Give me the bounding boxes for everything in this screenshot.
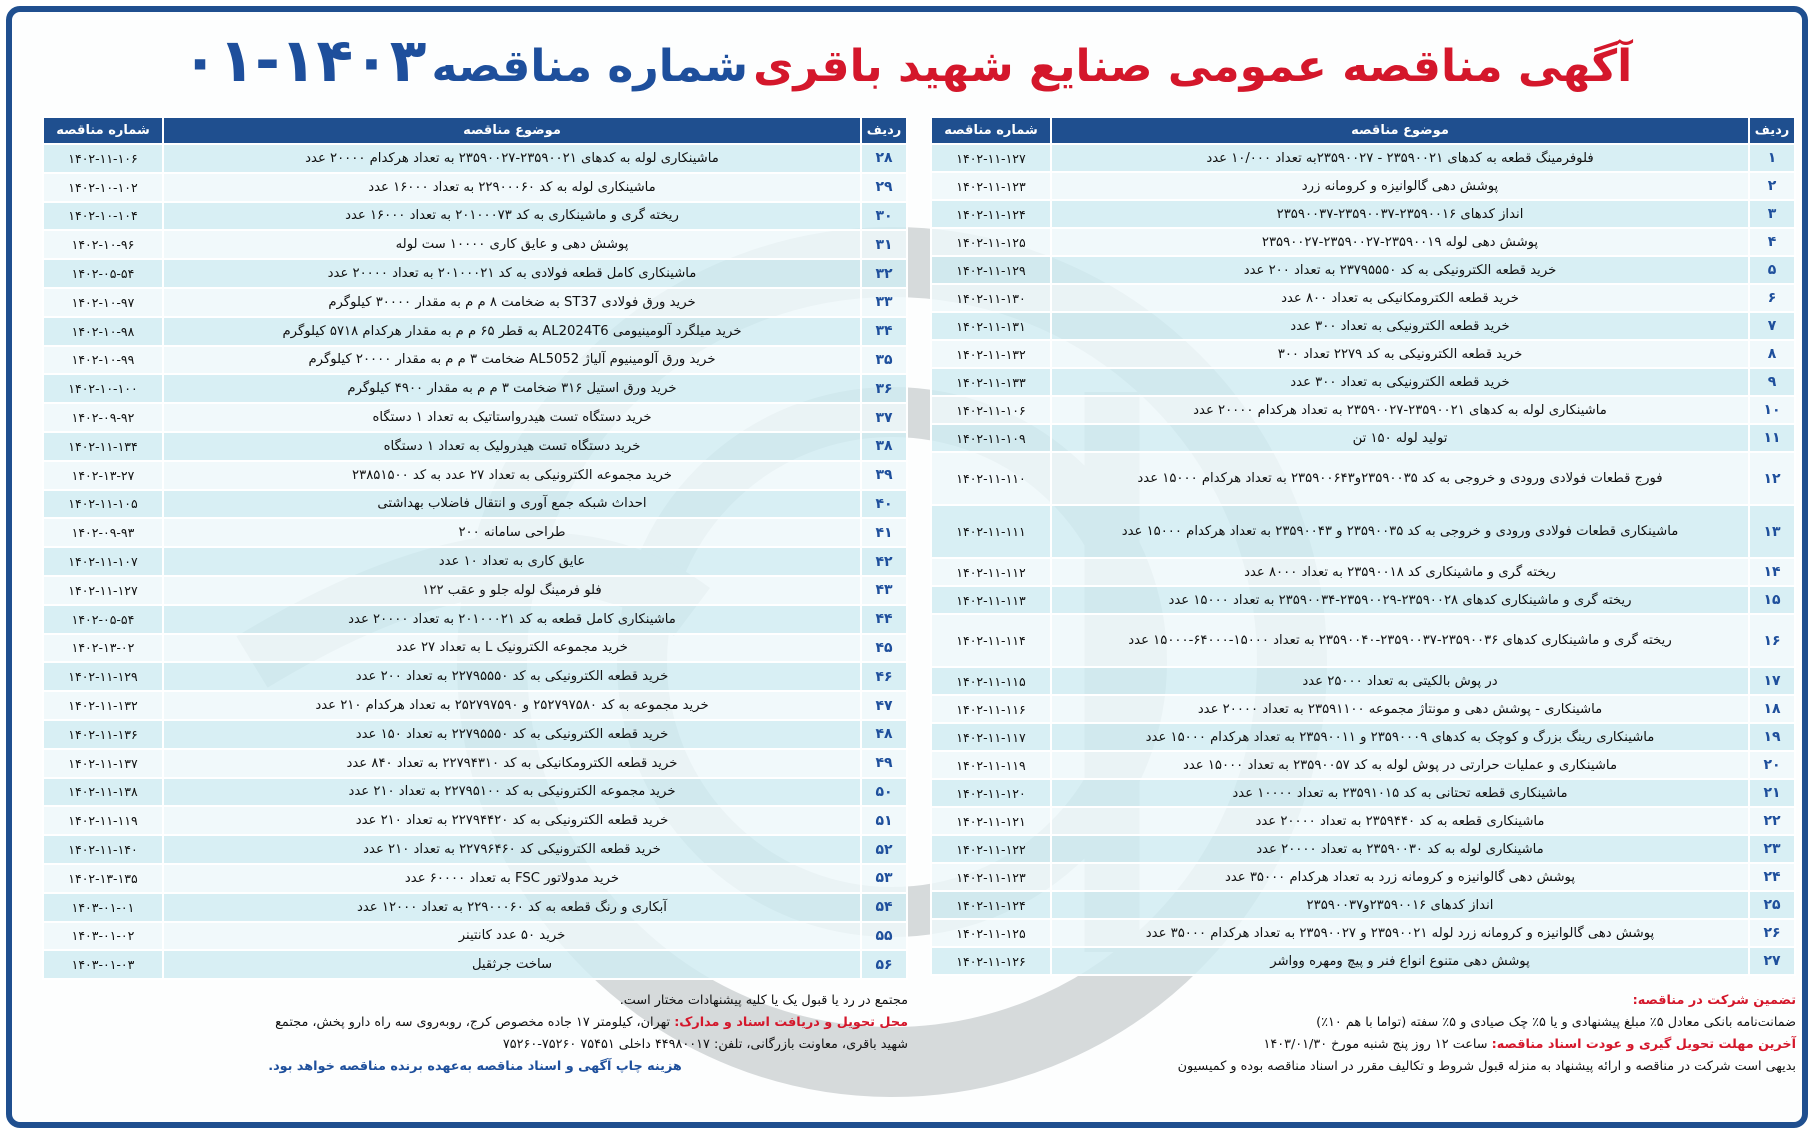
table-row bbox=[931, 586, 1795, 614]
row-tender-number: ۱۴۰۲-۱۱-۱۱۹ bbox=[43, 806, 163, 835]
row-tender-number: ۱۴۰۲-۱۱-۱۱۰ bbox=[931, 452, 1051, 505]
row-index: ۲۷ bbox=[1749, 947, 1795, 975]
table-row bbox=[931, 452, 1795, 505]
row-index: ۲۴ bbox=[1749, 863, 1795, 891]
row-subject: ریخته گری و ماشینکاری کد ۲۳۵۹۰۰۱۸ به تعداد ۸۰۰۰ عدد bbox=[1051, 558, 1749, 586]
table-row bbox=[43, 691, 907, 720]
table-row bbox=[43, 547, 907, 576]
row-subject: فلوفرمینگ قطعه به کدهای ۲۳۵۹۰۰۲۱ - ۲۳۵۹۰۰۲۷به تعداد ۱۰/۰۰۰ عدد bbox=[1051, 144, 1749, 172]
row-index: ۵۳ bbox=[861, 864, 907, 893]
table-row bbox=[43, 144, 907, 173]
row-subject: ماشینکاری و عملیات حرارتی در پوش لوله به کد ۲۳۵۹۰۰۵۷ به تعداد ۱۵۰۰۰ عدد bbox=[1051, 751, 1749, 779]
table-row bbox=[43, 259, 907, 288]
row-subject: ساخت جرثقیل bbox=[163, 950, 861, 979]
table-row bbox=[931, 667, 1795, 695]
row-subject: احداث شبکه جمع آوری و انتقال فاضلاب بهداشتی bbox=[163, 490, 861, 519]
table-row bbox=[43, 518, 907, 547]
row-index: ۲۸ bbox=[861, 144, 907, 173]
table-row bbox=[43, 662, 907, 691]
row-tender-number: ۱۴۰۲-۱۱-۱۲۴ bbox=[931, 200, 1051, 228]
header-subject: موضوع مناقصه bbox=[1051, 117, 1749, 144]
table-row bbox=[931, 396, 1795, 424]
row-tender-number: ۱۴۰۲-۱۱-۱۱۳ bbox=[931, 586, 1051, 614]
table-row bbox=[43, 922, 907, 951]
row-index: ۳۵ bbox=[861, 346, 907, 375]
table-row bbox=[931, 919, 1795, 947]
row-index: ۶ bbox=[1749, 284, 1795, 312]
row-index: ۴۴ bbox=[861, 605, 907, 634]
row-tender-number: ۱۴۰۳-۰۱-۰۱ bbox=[43, 893, 163, 922]
row-index: ۱۹ bbox=[1749, 723, 1795, 751]
table-row bbox=[43, 806, 907, 835]
table-row bbox=[43, 173, 907, 202]
row-index: ۱۱ bbox=[1749, 424, 1795, 452]
row-subject: آبکاری و رنگ قطعه به کد ۲۲۹۰۰۰۶۰ به تعداد ۱۲۰۰۰ عدد bbox=[163, 893, 861, 922]
row-subject: انداز کدهای ۲۳۵۹۰۰۱۶و۲۳۵۹۰۰۳۷ bbox=[1051, 891, 1749, 919]
row-subject: ماشینکاری لوله به کدهای ۲۳۵۹۰۰۲۱-۲۳۵۹۰۰۲۷ به تعداد هرکدام ۲۰۰۰۰ عدد bbox=[1051, 396, 1749, 424]
row-index: ۲۹ bbox=[861, 173, 907, 202]
row-tender-number: ۱۴۰۲-۰۹-۹۲ bbox=[43, 403, 163, 432]
row-tender-number: ۱۴۰۲-۱۳-۱۳۵ bbox=[43, 864, 163, 893]
row-index: ۴ bbox=[1749, 228, 1795, 256]
table-row bbox=[43, 835, 907, 864]
row-subject: پوشش دهی و عایق کاری ۱۰۰۰۰ ست لوله bbox=[163, 230, 861, 259]
row-index: ۲ bbox=[1749, 172, 1795, 200]
row-index: ۲۱ bbox=[1749, 779, 1795, 807]
row-index: ۱۲ bbox=[1749, 452, 1795, 505]
row-subject: ماشینکاری کامل قطعه به کد ۲۰۱۰۰۰۲۱ به تعداد ۲۰۰۰۰ عدد bbox=[163, 605, 861, 634]
table-row bbox=[931, 200, 1795, 228]
row-index: ۳۴ bbox=[861, 317, 907, 346]
row-tender-number: ۱۴۰۲-۱۱-۱۳۴ bbox=[43, 432, 163, 461]
row-subject: خرید مدولاتور FSC به تعداد ۶۰۰۰۰ عدد bbox=[163, 864, 861, 893]
notice-title bbox=[12, 26, 1802, 110]
row-tender-number: ۱۴۰۲-۱۱-۱۲۰ bbox=[931, 779, 1051, 807]
delivery-title: محل تحویل و دریافت اسناد و مدارک: bbox=[674, 1015, 908, 1030]
row-index: ۲۳ bbox=[1749, 835, 1795, 863]
notes-left bbox=[42, 990, 908, 1078]
row-index: ۵۵ bbox=[861, 922, 907, 951]
deadline-title: آخرین مهلت تحویل گیری و عودت اسناد مناقصه: bbox=[1491, 1037, 1796, 1052]
row-subject: فلو فرمینگ لوله جلو و عقب ۱۲۲ bbox=[163, 576, 861, 605]
row-tender-number: ۱۴۰۲-۱۰-۱۰۰ bbox=[43, 374, 163, 403]
row-subject: ماشینکاری قطعه به کد ۲۳۵۹۴۴۰ به تعداد ۲۰۰۰۰ عدد bbox=[1051, 807, 1749, 835]
row-subject: خرید قطعه الکترومکانیکی به کد ۲۲۷۹۴۳۱۰ به تعداد ۸۴۰ عدد bbox=[163, 749, 861, 778]
row-tender-number: ۱۴۰۲-۱۱-۱۲۵ bbox=[931, 919, 1051, 947]
row-subject: خرید مجموعه الکترونیکی به کد ۲۲۷۹۵۱۰۰ به تعداد ۲۱۰ عدد bbox=[163, 778, 861, 807]
row-index: ۳۶ bbox=[861, 374, 907, 403]
row-subject: خرید دستگاه تست هیدرواستاتیک به تعداد ۱ دستگاه bbox=[163, 403, 861, 432]
row-subject: خرید مجموعه الکترونیک L به تعداد ۲۷ عدد bbox=[163, 634, 861, 663]
table-row bbox=[931, 228, 1795, 256]
row-tender-number: ۱۴۰۲-۱۱-۱۳۷ bbox=[43, 749, 163, 778]
tender-table-left bbox=[42, 116, 908, 980]
row-tender-number: ۱۴۰۲-۰۵-۵۴ bbox=[43, 259, 163, 288]
row-tender-number: ۱۴۰۲-۱۱-۱۱۶ bbox=[931, 695, 1051, 723]
row-subject: خرید قطعه الکترونیکی به کد ۲۳۷۹۵۵۵۰ به تعداد ۲۰۰ عدد bbox=[1051, 256, 1749, 284]
table-row bbox=[931, 835, 1795, 863]
row-tender-number: ۱۴۰۲-۱۱-۱۰۶ bbox=[931, 396, 1051, 424]
table-row bbox=[43, 288, 907, 317]
row-tender-number: ۱۴۰۲-۱۱-۱۴۰ bbox=[43, 835, 163, 864]
row-subject: پوشش دهی گالوانیزه و کرومانه زرد لوله ۲۳۵۹۰۰۲۱ و ۲۳۵۹۰۰۲۷ به تعداد هرکدام ۳۵۰۰۰ عدد bbox=[1051, 919, 1749, 947]
cost-text: هزینه چاپ آگهی و اسناد مناقصه به‌عهده برنده مناقصه خواهد بود. bbox=[268, 1059, 682, 1074]
row-subject: خرید قطعه الکترونیکی به کد ۲۲۷۹۴۴۲۰ به تعداد ۲۱۰ عدد bbox=[163, 806, 861, 835]
row-index: ۱۴ bbox=[1749, 558, 1795, 586]
guarantee-text: ضمانت‌نامه بانکی معادل ۵٪ مبلغ پیشنهادی و یا ۵٪ چک صیادی و ۵٪ سفته (تواما با هم ۱۰٪) bbox=[1316, 1015, 1796, 1030]
notes-right bbox=[930, 990, 1796, 1078]
row-tender-number: ۱۴۰۲-۱۱-۱۳۲ bbox=[43, 691, 163, 720]
table-row bbox=[931, 505, 1795, 558]
row-tender-number: ۱۴۰۲-۱۱-۱۲۷ bbox=[43, 576, 163, 605]
row-index: ۱ bbox=[1749, 144, 1795, 172]
row-tender-number: ۱۴۰۲-۱۰-۹۹ bbox=[43, 346, 163, 375]
row-index: ۳ bbox=[1749, 200, 1795, 228]
row-index: ۱۰ bbox=[1749, 396, 1795, 424]
row-subject: ماشینکاری لوله به کد ۲۳۵۹۰۰۳۰ به تعداد ۲۰۰۰۰ عدد bbox=[1051, 835, 1749, 863]
row-index: ۵۱ bbox=[861, 806, 907, 835]
row-subject: پوشش دهی لوله ۲۳۵۹۰۰۱۹-۲۳۵۹۰۰۲۷-۲۳۵۹۰۰۲۷ bbox=[1051, 228, 1749, 256]
table-row bbox=[931, 947, 1795, 975]
row-tender-number: ۱۴۰۲-۱۰-۹۸ bbox=[43, 317, 163, 346]
row-subject: خرید قطعه الکترومکانیکی به تعداد ۸۰۰ عدد bbox=[1051, 284, 1749, 312]
row-tender-number: ۱۴۰۲-۱۱-۱۱۱ bbox=[931, 505, 1051, 558]
row-tender-number: ۱۴۰۲-۱۱-۱۰۷ bbox=[43, 547, 163, 576]
row-index: ۹ bbox=[1749, 368, 1795, 396]
table-row bbox=[43, 490, 907, 519]
row-index: ۱۳ bbox=[1749, 505, 1795, 558]
row-subject: خرید قطعه الکترونیکی به کد ۲۲۷۹۵۵۵۰ به تعداد ۲۰۰ عدد bbox=[163, 662, 861, 691]
table-row bbox=[931, 751, 1795, 779]
title-main: آگهی مناقصه عمومی صنایع شهید باقری bbox=[753, 41, 1633, 92]
row-index: ۴۶ bbox=[861, 662, 907, 691]
table-row bbox=[931, 144, 1795, 172]
table-row bbox=[43, 634, 907, 663]
deadline-text: ساعت ۱۲ روز پنج شنبه مورخ ۱۴۰۳/۰۱/۳۰ bbox=[1263, 1037, 1488, 1052]
table-row bbox=[43, 864, 907, 893]
header-subject: موضوع مناقصه bbox=[163, 117, 861, 144]
row-subject: خرید قطعه الکترونیکی به کد ۲۲۷۹۵۵۵۰ به تعداد ۱۵۰ عدد bbox=[163, 720, 861, 749]
header-idx: ردیف bbox=[1749, 117, 1795, 144]
row-subject: خرید مجموعه به کد ۲۵۲۷۹۷۵۸۰ و ۲۵۲۷۹۷۵۹۰ به تعداد هرکدام ۲۱۰ عدد bbox=[163, 691, 861, 720]
row-index: ۳۹ bbox=[861, 461, 907, 490]
row-subject: خرید ورق فولادی ST37 به ضخامت ۸ م م به مقدار ۳۰۰۰۰ کیلوگرم bbox=[163, 288, 861, 317]
row-index: ۴۸ bbox=[861, 720, 907, 749]
row-tender-number: ۱۴۰۲-۱۱-۱۰۶ bbox=[43, 144, 163, 173]
table-row bbox=[43, 720, 907, 749]
row-tender-number: ۱۴۰۲-۱۱-۱۲۲ bbox=[931, 835, 1051, 863]
row-subject: پوشش دهی گالوانیزه و کرومانه زرد به تعداد هرکدام ۳۵۰۰۰ عدد bbox=[1051, 863, 1749, 891]
terms-text: بدیهی است شرکت در مناقصه و ارائه پیشنهاد به منزله قبول شروط و تکالیف مقرر در اسناد مناقصه بوده و کمیسیون bbox=[1177, 1059, 1796, 1074]
row-index: ۳۸ bbox=[861, 432, 907, 461]
table-row bbox=[43, 950, 907, 979]
row-tender-number: ۱۴۰۲-۱۱-۱۱۷ bbox=[931, 723, 1051, 751]
row-tender-number: ۱۴۰۲-۱۱-۱۳۳ bbox=[931, 368, 1051, 396]
row-tender-number: ۱۴۰۳-۰۱-۰۲ bbox=[43, 922, 163, 951]
table-row bbox=[931, 424, 1795, 452]
row-tender-number: ۱۴۰۲-۰۵-۵۴ bbox=[43, 605, 163, 634]
table-row bbox=[931, 558, 1795, 586]
row-index: ۵۶ bbox=[861, 950, 907, 979]
row-tender-number: ۱۴۰۲-۱۱-۱۲۳ bbox=[931, 863, 1051, 891]
row-subject: خرید ورق آلومینیوم آلیاژ AL5052 ضخامت ۳ م م به مقدار ۲۰۰۰۰ کیلوگرم bbox=[163, 346, 861, 375]
row-tender-number: ۱۴۰۲-۱۱-۱۱۹ bbox=[931, 751, 1051, 779]
row-subject: انداز کدهای ۲۳۵۹۰۰۱۶-۲۳۵۹۰۰۳۷-۲۳۵۹۰۰۳۷ bbox=[1051, 200, 1749, 228]
row-tender-number: ۱۴۰۲-۱۱-۱۱۵ bbox=[931, 667, 1051, 695]
row-subject: ماشینکاری لوله به کد ۲۲۹۰۰۰۶۰ به تعداد ۱۶۰۰۰ عدد bbox=[163, 173, 861, 202]
header-number: شماره مناقصه bbox=[931, 117, 1051, 144]
row-index: ۱۸ bbox=[1749, 695, 1795, 723]
row-index: ۱۵ bbox=[1749, 586, 1795, 614]
row-index: ۴۱ bbox=[861, 518, 907, 547]
row-subject: پوشش دهی متنوع انواع فنر و پیچ ومهره وواشر bbox=[1051, 947, 1749, 975]
table-row bbox=[931, 779, 1795, 807]
delivery-text: تهران، کیلومتر ۱۷ جاده مخصوص کرج، روبه‌روی سه راه دارو پخش، مجتمع bbox=[275, 1015, 671, 1030]
row-tender-number: ۱۴۰۲-۰۹-۹۳ bbox=[43, 518, 163, 547]
title-tender-label: شماره مناقصه bbox=[431, 41, 748, 92]
row-subject: خرید ۵۰ عدد کانتینر bbox=[163, 922, 861, 951]
row-index: ۳۲ bbox=[861, 259, 907, 288]
row-subject: ریخته گری و ماشینکاری به کد ۲۰۱۰۰۰۷۳ به تعداد ۱۶۰۰۰ عدد bbox=[163, 202, 861, 231]
row-subject: خرید قطعه الکترونیکی به تعداد ۳۰۰ عدد bbox=[1051, 312, 1749, 340]
row-index: ۱۷ bbox=[1749, 667, 1795, 695]
table-row bbox=[43, 461, 907, 490]
row-tender-number: ۱۴۰۲-۱۱-۱۲۹ bbox=[931, 256, 1051, 284]
row-tender-number: ۱۴۰۲-۱۰-۹۷ bbox=[43, 288, 163, 317]
row-subject: خرید میلگرد آلومینیومی AL2024T6 به قطر ۶۵ م م به مقدار هرکدام ۵۷۱۸ کیلوگرم bbox=[163, 317, 861, 346]
table-row bbox=[43, 346, 907, 375]
row-subject: ماشینکاری قطعه تحتانی به کد ۲۳۵۹۱۰۱۵ به تعداد ۱۰۰۰۰ عدد bbox=[1051, 779, 1749, 807]
row-index: ۵ bbox=[1749, 256, 1795, 284]
table-row bbox=[43, 317, 907, 346]
row-tender-number: ۱۴۰۲-۱۰-۱۰۴ bbox=[43, 202, 163, 231]
row-index: ۱۶ bbox=[1749, 614, 1795, 667]
row-index: ۴۲ bbox=[861, 547, 907, 576]
row-subject: ماشینکاری رینگ بزرگ و کوچک به کدهای ۲۳۵۹۰۰۰۹ و ۲۳۵۹۰۰۱۱ به تعداد هرکدام ۱۵۰۰۰ عدد bbox=[1051, 723, 1749, 751]
row-tender-number: ۱۴۰۲-۱۱-۱۱۲ bbox=[931, 558, 1051, 586]
table-row bbox=[43, 576, 907, 605]
table-row bbox=[43, 432, 907, 461]
table-row bbox=[931, 863, 1795, 891]
row-subject: خرید قطعه الکترونیکی به تعداد ۳۰۰ عدد bbox=[1051, 368, 1749, 396]
row-index: ۲۰ bbox=[1749, 751, 1795, 779]
table-row bbox=[931, 312, 1795, 340]
table-row bbox=[43, 605, 907, 634]
table-row bbox=[931, 172, 1795, 200]
header-number: شماره مناقصه bbox=[43, 117, 163, 144]
row-tender-number: ۱۴۰۲-۱۰-۱۰۲ bbox=[43, 173, 163, 202]
table-row bbox=[43, 230, 907, 259]
row-index: ۲۶ bbox=[1749, 919, 1795, 947]
row-index: ۴۹ bbox=[861, 749, 907, 778]
row-tender-number: ۱۴۰۲-۱۰-۹۶ bbox=[43, 230, 163, 259]
row-subject: خرید قطعه الکترونیکی به کد ۲۲۷۹ تعداد ۳۰۰ bbox=[1051, 340, 1749, 368]
row-tender-number: ۱۴۰۲-۱۱-۱۲۱ bbox=[931, 807, 1051, 835]
row-tender-number: ۱۴۰۲-۱۱-۱۰۹ bbox=[931, 424, 1051, 452]
row-tender-number: ۱۴۰۲-۱۳-۲۷ bbox=[43, 461, 163, 490]
table-row bbox=[931, 368, 1795, 396]
row-index: ۴۰ bbox=[861, 490, 907, 519]
row-subject: خرید دستگاه تست هیدرولیک به تعداد ۱ دستگاه bbox=[163, 432, 861, 461]
guarantee-title: تضمین شرکت در مناقصه: bbox=[1632, 993, 1796, 1008]
table-row bbox=[931, 723, 1795, 751]
row-subject: ماشینکاری قطعات فولادی ورودی و خروجی به کد ۲۳۵۹۰۰۳۵ و ۲۳۵۹۰۰۴۳ به تعداد هرکدام ۱۵۰۰۰ عدد bbox=[1051, 505, 1749, 558]
table-row bbox=[931, 807, 1795, 835]
table-row bbox=[43, 374, 907, 403]
tender-table-right bbox=[930, 116, 1796, 976]
row-subject: عایق کاری به تعداد ۱۰ عدد bbox=[163, 547, 861, 576]
row-index: ۴۷ bbox=[861, 691, 907, 720]
row-subject: در پوش بالکیتی به تعداد ۲۵۰۰۰ عدد bbox=[1051, 667, 1749, 695]
row-tender-number: ۱۴۰۲-۱۱-۱۰۵ bbox=[43, 490, 163, 519]
row-subject: ماشینکاری لوله به کدهای ۲۳۵۹۰۰۲۱-۲۳۵۹۰۰۲۷ به تعداد هرکدام ۲۰۰۰۰ عدد bbox=[163, 144, 861, 173]
row-tender-number: ۱۴۰۲-۱۱-۱۳۲ bbox=[931, 340, 1051, 368]
row-tender-number: ۱۴۰۲-۱۱-۱۲۹ bbox=[43, 662, 163, 691]
table-row bbox=[43, 749, 907, 778]
row-index: ۵۰ bbox=[861, 778, 907, 807]
row-tender-number: ۱۴۰۲-۱۱-۱۱۴ bbox=[931, 614, 1051, 667]
row-index: ۳۳ bbox=[861, 288, 907, 317]
row-subject: تولید لوله ۱۵۰ تن bbox=[1051, 424, 1749, 452]
row-tender-number: ۱۴۰۲-۱۱-۱۲۵ bbox=[931, 228, 1051, 256]
table-row bbox=[931, 891, 1795, 919]
row-tender-number: ۱۴۰۲-۱۱-۱۳۱ bbox=[931, 312, 1051, 340]
table-row bbox=[43, 778, 907, 807]
row-index: ۵۴ bbox=[861, 893, 907, 922]
row-subject: ماشینکاری کامل قطعه فولادی به کد ۲۰۱۰۰۰۲۱ به تعداد ۲۰۰۰۰ عدد bbox=[163, 259, 861, 288]
row-index: ۷ bbox=[1749, 312, 1795, 340]
row-tender-number: ۱۴۰۲-۱۱-۱۲۷ bbox=[931, 144, 1051, 172]
row-index: ۳۷ bbox=[861, 403, 907, 432]
row-tender-number: ۱۴۰۲-۱۱-۱۳۸ bbox=[43, 778, 163, 807]
table-row bbox=[931, 256, 1795, 284]
row-index: ۸ bbox=[1749, 340, 1795, 368]
row-tender-number: ۱۴۰۲-۱۱-۱۳۶ bbox=[43, 720, 163, 749]
row-index: ۵۲ bbox=[861, 835, 907, 864]
row-subject: ماشینکاری - پوشش دهی و مونتاژ مجموعه ۲۳۵۹۱۱۰۰ به تعداد ۲۰۰۰۰ عدد bbox=[1051, 695, 1749, 723]
table-row bbox=[931, 695, 1795, 723]
table-row bbox=[43, 403, 907, 432]
table-row bbox=[931, 340, 1795, 368]
row-subject: ریخته گری و ماشینکاری کدهای ۲۳۵۹۰۰۲۸-۲۳۵۹۰۰۲۹-۲۳۵۹۰۰۳۴ به تعداد ۱۵۰۰۰ عدد bbox=[1051, 586, 1749, 614]
row-subject: خرید مجموعه الکترونیکی به تعداد ۲۷ عدد به کد ۲۳۸۵۱۵۰۰ bbox=[163, 461, 861, 490]
row-tender-number: ۱۴۰۲-۱۱-۱۲۳ bbox=[931, 172, 1051, 200]
row-subject: ریخته گری و ماشینکاری کدهای ۲۳۵۹۰۰۳۶-۲۳۵۹۰۰۳۷-۲۳۵۹۰۰۴۰ به تعداد ۱۵۰۰۰-۶۴۰۰۰-۱۵۰۰۰ عدد bbox=[1051, 614, 1749, 667]
row-index: ۲۲ bbox=[1749, 807, 1795, 835]
header-idx: ردیف bbox=[861, 117, 907, 144]
row-tender-number: ۱۴۰۲-۱۱-۱۳۰ bbox=[931, 284, 1051, 312]
row-index: ۳۱ bbox=[861, 230, 907, 259]
title-tender-number: ۱۴۰۳-۰۱ bbox=[181, 26, 427, 96]
row-index: ۲۵ bbox=[1749, 891, 1795, 919]
row-tender-number: ۱۴۰۳-۰۱-۰۳ bbox=[43, 950, 163, 979]
row-index: ۴۵ bbox=[861, 634, 907, 663]
row-subject: پوشش دهی گالوانیزه و کرومانه زرد bbox=[1051, 172, 1749, 200]
table-row bbox=[43, 202, 907, 231]
row-subject: خرید ورق استیل ۳۱۶ ضخامت ۳ م م به مقدار ۴۹۰۰ کیلوگرم bbox=[163, 374, 861, 403]
row-index: ۳۰ bbox=[861, 202, 907, 231]
row-tender-number: ۱۴۰۲-۱۱-۱۲۴ bbox=[931, 891, 1051, 919]
row-subject: خرید قطعه الکترونیکی کد ۲۲۷۹۶۴۶۰ به تعداد ۲۱۰ عدد bbox=[163, 835, 861, 864]
rights-text: مجتمع در رد یا قبول یک یا کلیه پیشنهادات مختار است. bbox=[619, 993, 908, 1008]
table-row bbox=[931, 614, 1795, 667]
address-text: شهید باقری، معاونت بازرگانی، تلفن: ۴۴۹۸۰۰۱۷ داخلی ۷۵۴۵۱ ۷۵۲۶۰-۷۵۲۶۰ bbox=[502, 1037, 908, 1052]
table-row bbox=[931, 284, 1795, 312]
row-tender-number: ۱۴۰۲-۱۱-۱۲۶ bbox=[931, 947, 1051, 975]
notice-frame bbox=[6, 6, 1808, 1128]
row-index: ۴۳ bbox=[861, 576, 907, 605]
row-subject: فورج قطعات فولادی ورودی و خروجی به کد ۲۳۵۹۰۰۳۵و۲۳۵۹۰۰۶۴۳ به تعداد هرکدام ۱۵۰۰۰ عدد bbox=[1051, 452, 1749, 505]
table-row bbox=[43, 893, 907, 922]
row-subject: طراحی سامانه ۲۰۰ bbox=[163, 518, 861, 547]
row-tender-number: ۱۴۰۲-۱۳-۰۲ bbox=[43, 634, 163, 663]
